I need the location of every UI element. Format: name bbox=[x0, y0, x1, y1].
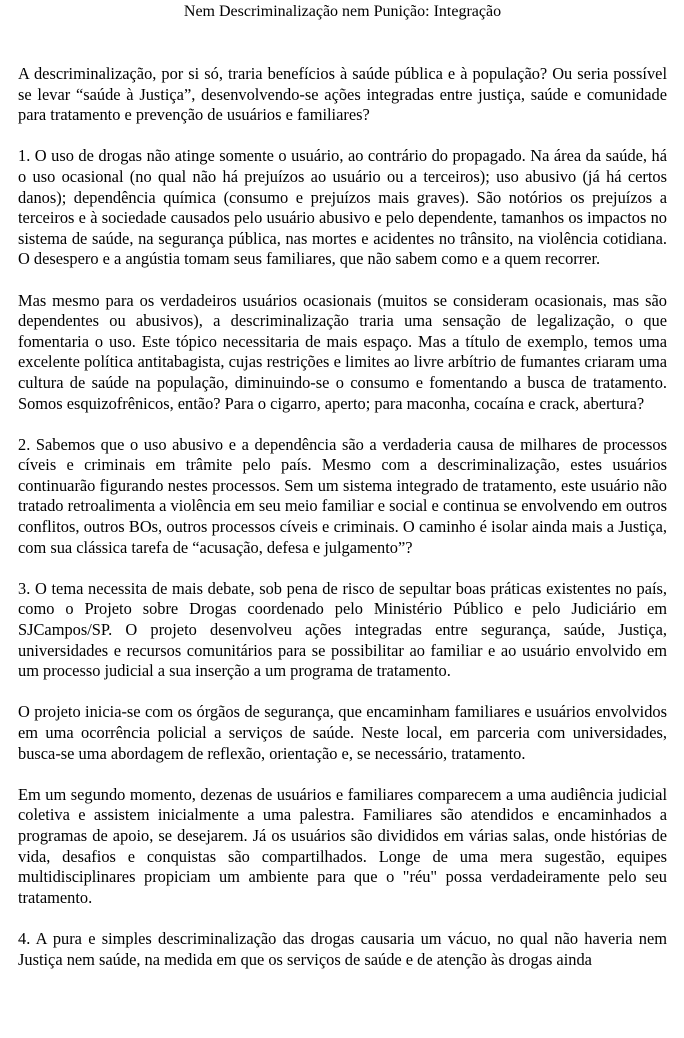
document-page bbox=[18, 0, 667, 970]
paragraph-point-3: 3. O tema necessita de mais debate, sob pena de risco de sepultar boas práticas existentes no país, como o Projeto sobre Drogas coordenado pelo Ministério Público e pelo Judiciário em SJCampos/SP. O projeto desenvolveu ações integradas entre segurança, saúde, Justiça, universidades e recursos comunitários para se possibilitar ao familiar e ao usuário envolvido em um processo judicial a sua inserção a um programa de tratamento. bbox=[18, 578, 667, 681]
paragraph-point-1: 1. O uso de drogas não atinge somente o usuário, ao contrário do propagado. Na área da saúde, há o uso ocasional (no qual não há prejuízos ao usuário ou a terceiros); uso abusivo (já há certos danos); dependência química (consumo e prejuízos mais graves). São notórios os prejuízos a terceiros e à sociedade causados pelo usuário abusivo e pelo dependente, tamanhos os impactos no sistema de saúde, na segurança pública, nas mortes e acidentes no trânsito, na violência cotidiana. O desespero e a angústia tomam seus familiares, que não sabem como e a quem recorrer. bbox=[18, 146, 667, 269]
document-title: Nem Descriminalização nem Punição: Integração bbox=[183, 3, 502, 20]
paragraph-intro: A descriminalização, por si só, traria benefícios à saúde pública e à população? Ou seria possível se levar “saúde à Justiça”, desenvolvendo-se ações integradas entre justiça, saúde e comunidade para tratamento e prevenção de usuários e familiares? bbox=[18, 64, 667, 125]
paragraph-point-3-second-moment: Em um segundo momento, dezenas de usuários e familiares comparecem a uma audiência judicial coletiva e assistem inicialmente a uma palestra. Familiares são atendidos e encaminhados a programas de apoio, se desejarem. Já os usuários são divididos em várias salas, onde histórias de vida, desafios e conquistas são compartilhados. Longe de uma mera sugestão, equipes multidisciplinares propiciam um ambiente para que o "réu" possa verdadeiramente pelo seu tratamento. bbox=[18, 784, 667, 907]
paragraph-point-3-project-start: O projeto inicia-se com os órgãos de segurança, que encaminham familiares e usuários envolvidos em uma ocorrência policial a serviços de saúde. Neste local, em parceria com universidades, busca-se uma abordagem de reflexão, orientação e, se necessário, tratamento. bbox=[18, 702, 667, 763]
paragraph-point-4: 4. A pura e simples descriminalização das drogas causaria um vácuo, no qual não haveria nem Justiça nem saúde, na medida em que os serviços de saúde e de atenção às drogas ainda bbox=[18, 928, 667, 969]
paragraph-point-1-continued: Mas mesmo para os verdadeiros usuários ocasionais (muitos se consideram ocasionais, mas são dependentes ou abusivos), a descriminalização traria uma sensação de legalização, o que fomentaria o uso. Este tópico necessitaria de mais espaço. Mas a título de exemplo, temos uma excelente política antitabagista, cujas restrições e limites ao livre arbítrio de fumantes criaram uma cultura de saúde na população, diminuindo-se o consumo e fomentando a busca de tratamento. Somos esquizofrênicos, então? Para o cigarro, aperto; para maconha, cocaína e crack, abertura? bbox=[18, 290, 667, 413]
paragraph-point-2: 2. Sabemos que o uso abusivo e a dependência são a verdaderia causa de milhares de processos cíveis e criminais em trâmite pelo país. Mesmo com a descriminalização, estes usuários continuarão figurando nestes processos. Sem um sistema integrado de tratamento, este usuário não tratado retroalimenta a violência em seu meio familiar e social e continua se envolvendo em outros conflitos, outros BOs, outros processos cíveis e criminais. O caminho é isolar ainda mais a Justiça, com sua clássica tarefa de “acusação, defesa e julgamento”? bbox=[18, 434, 667, 557]
